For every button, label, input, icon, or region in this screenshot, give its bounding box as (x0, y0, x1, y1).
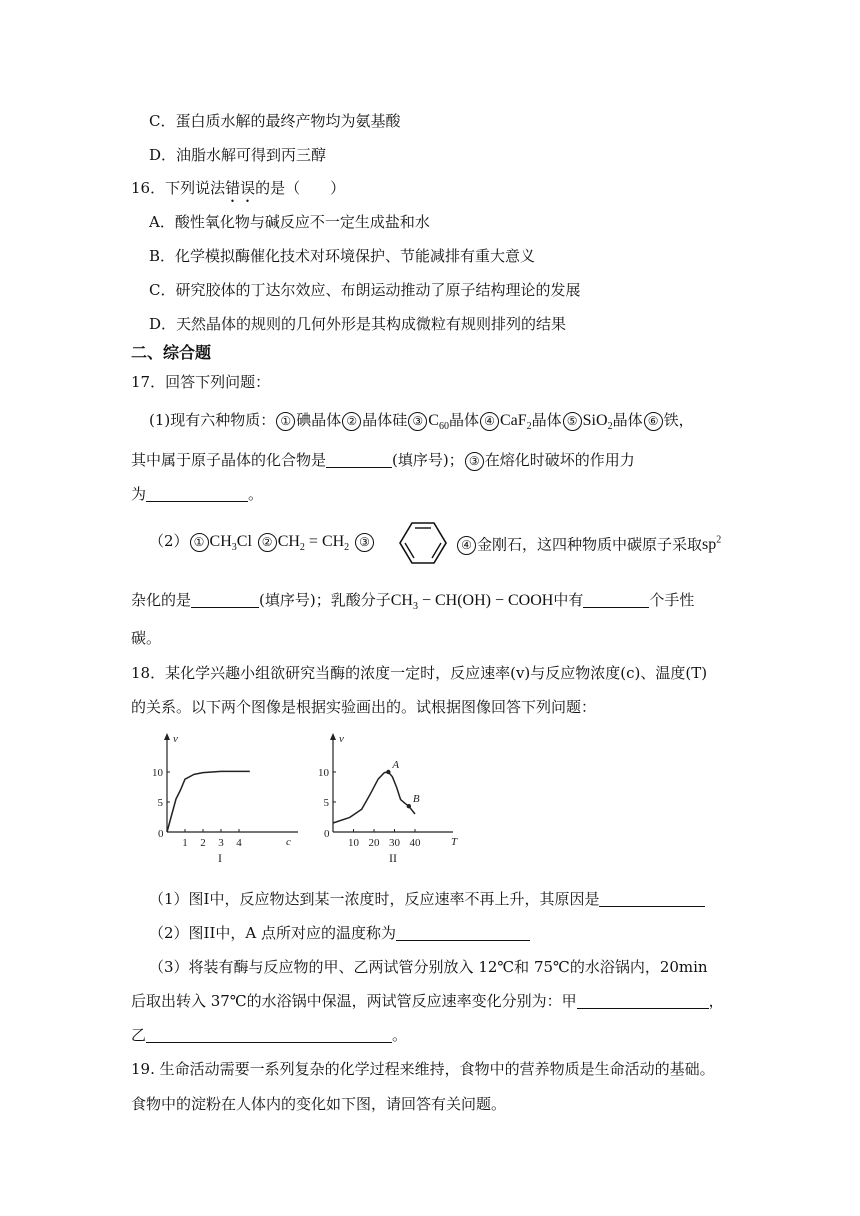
circled-number: ④ (480, 412, 499, 431)
q18-part3-yi: 乙 (131, 1026, 147, 1044)
substance-1: 碘晶体 (296, 411, 342, 429)
answer-blank[interactable] (577, 992, 709, 1009)
substance-4-tail: 晶体 (531, 411, 562, 429)
y-axis-arrow (164, 733, 170, 740)
x-tick-label: 2 (200, 837, 206, 849)
q17-part2-question2: 中有 (553, 591, 584, 609)
circled-number: ② (258, 533, 277, 552)
q17-part2-line1-tail (456, 531, 721, 555)
q19-stem-line1: 19. 生命活动需要一系列复杂的化学过程来维持，食物中的营养物质是生命活动的基础。 (131, 1060, 715, 1078)
q16-stem-post: 的是（ ） (255, 179, 346, 197)
answer-blank[interactable] (583, 591, 649, 608)
section-heading: 二、综合题 (131, 343, 212, 362)
q17-part1-line3 (131, 484, 263, 504)
q17-part1-question3: 为 (131, 485, 147, 503)
chart-caption: I (218, 851, 222, 865)
x-axis-label: c (286, 836, 291, 848)
chart-rate-vs-concentration (140, 728, 300, 865)
q17-part2-intro: （2） (149, 532, 189, 550)
q17-part2-line1 (149, 531, 375, 558)
q17-stem: 17．回答下列问题： (131, 373, 271, 391)
substance-3-tail: 晶体 (448, 411, 479, 429)
chart-rate-vs-temperature (318, 728, 468, 865)
q18-stem-line1: 18．某化学兴趣小组欲研究当酶的浓度一定时，反应速率(v)与反应物浓度(c)、温度(T) (131, 664, 708, 682)
circled-number: ④ (457, 536, 476, 555)
q18-stem-line2: 的关系。以下两个图像是根据实验画出的。试根据图像回答下列问题： (131, 698, 597, 716)
benzene-ring-icon (390, 519, 454, 567)
y-axis-label: v (339, 733, 344, 745)
circled-number: ① (276, 412, 295, 431)
q17-part1-line1 (149, 410, 694, 437)
q18-part3-period: 。 (392, 1026, 408, 1044)
x-tick-label: 40 (409, 837, 421, 849)
circled-number: ③ (408, 412, 427, 431)
q17-part2-question2-tail: 个手性 (649, 591, 695, 609)
q18-part3-line3 (131, 1025, 407, 1045)
point-label: A (392, 759, 400, 771)
substance-4-formula: CaF$_2$ (499, 412, 532, 433)
q17-part1-intro: (1)现有六种物质： (149, 411, 276, 429)
x-tick-label: 3 (218, 837, 224, 849)
answer-blank[interactable] (146, 1026, 392, 1043)
y-tick-label: 10 (318, 767, 329, 779)
y-tick-label: 10 (152, 767, 163, 779)
q18-part1 (149, 889, 705, 909)
substance-3-formula: $C_{60}$ (428, 412, 449, 433)
y-axis-arrow (330, 733, 336, 740)
q17-part2-question1-tail: (填序号)；乳酸分子 (259, 591, 391, 609)
circled-number: ⑥ (644, 412, 663, 431)
q18-part3-line2 (131, 991, 724, 1011)
q16-stem-pre: 16．下列说法 (131, 179, 226, 197)
diamond-text: 金刚石，这四种物质中碳原子采取 (477, 535, 703, 554)
circled-number: ③ (355, 533, 374, 552)
point-label: B (412, 793, 420, 806)
circled-number: ① (190, 533, 209, 552)
sp2-notation: $sp^2$ (702, 535, 722, 554)
q18-part3-line1: （3）将装有酶与反应物的甲、乙两试管分别放入 12℃和 75℃的水浴锅内，20min (149, 958, 708, 976)
q17-part1-question3-tail: 。 (248, 485, 264, 503)
circled-number: ⑤ (563, 412, 582, 431)
q18-part3-comma: ， (708, 992, 724, 1010)
origin-label: 0 (158, 828, 164, 840)
q17-part2-line2 (131, 590, 694, 617)
q15-option-c: C．蛋白质水解的最终产物均为氨基酸 (149, 112, 401, 130)
x-tick-label: 20 (368, 837, 380, 849)
q17-part2-question1: 杂化的是 (131, 591, 192, 609)
answer-blank[interactable] (146, 485, 248, 502)
x-axis-label: T (451, 836, 458, 848)
q16-stem-emphasis: 错误 (225, 179, 256, 197)
y-axis-label: v (173, 733, 178, 745)
substance-5-tail: 晶体 (612, 411, 643, 429)
substance-2: 晶体硅 (362, 411, 408, 429)
q15-option-d: D．油脂水解可得到丙三醇 (149, 146, 327, 164)
q18-part2-text: （2）图II中，A 点所对应的温度称为 (149, 924, 396, 942)
circled-number: ② (342, 412, 361, 431)
point-B (407, 804, 411, 808)
point-A (386, 770, 390, 774)
x-tick-label: 10 (348, 837, 359, 849)
substance-5-formula: SiO$_2$ (582, 412, 613, 433)
answer-blank[interactable] (326, 451, 392, 468)
q17-part1-question1-tail: (填序号)； (392, 451, 464, 469)
q16-stem (131, 178, 345, 206)
molecule-ethylene: $CH_2 = CH_2$ (277, 533, 350, 554)
molecule-chloromethane: $CH_3Cl$ (209, 533, 252, 554)
substance-6: 铁， (663, 411, 694, 429)
q17-part1-line2 (131, 450, 635, 471)
q16-option-a: A．酸性氧化物与碱反应不一定生成盐和水 (149, 213, 430, 231)
series-line (333, 772, 415, 823)
q17-part2-line3: 碳。 (131, 629, 162, 647)
y-tick-label: 5 (323, 797, 329, 809)
q16-option-c: C．研究胶体的丁达尔效应、布朗运动推动了原子结构理论的发展 (149, 281, 581, 299)
x-tick-label: 1 (182, 837, 188, 849)
answer-blank[interactable] (191, 591, 259, 608)
answer-blank[interactable] (396, 924, 530, 941)
chart-caption: II (389, 851, 397, 865)
q18-part2 (149, 923, 530, 943)
q17-part1-question1: 其中属于原子晶体的化合物是 (131, 451, 327, 469)
circled-number: ③ (465, 452, 484, 471)
x-tick-label: 4 (236, 837, 242, 849)
q19-stem-line2: 食物中的淀粉在人体内的变化如下图，请回答有关问题。 (131, 1095, 507, 1113)
x-tick-label: 30 (389, 837, 400, 849)
q18-part1-text: （1）图I中，反应物达到某一浓度时，反应速率不再上升，其原因是 (149, 890, 600, 908)
q16-option-b: B．化学模拟酶催化技术对环境保护、节能减排有重大意义 (149, 247, 536, 265)
y-tick-label: 5 (157, 797, 163, 809)
answer-blank[interactable] (599, 890, 705, 907)
q16-option-d: D．天然晶体的规则的几何外形是其构成微粒有规则排列的结果 (149, 315, 567, 333)
series-line (167, 771, 250, 832)
origin-label: 0 (324, 828, 330, 840)
q18-part3-text: 后取出转入 37℃的水浴锅中保温，两试管反应速率变化分别为：甲 (131, 992, 577, 1010)
q17-part1-question2: 在熔化时破坏的作用力 (484, 451, 635, 469)
lactic-acid-formula: $CH_3 - CH(OH)$ − COOH (390, 592, 554, 613)
